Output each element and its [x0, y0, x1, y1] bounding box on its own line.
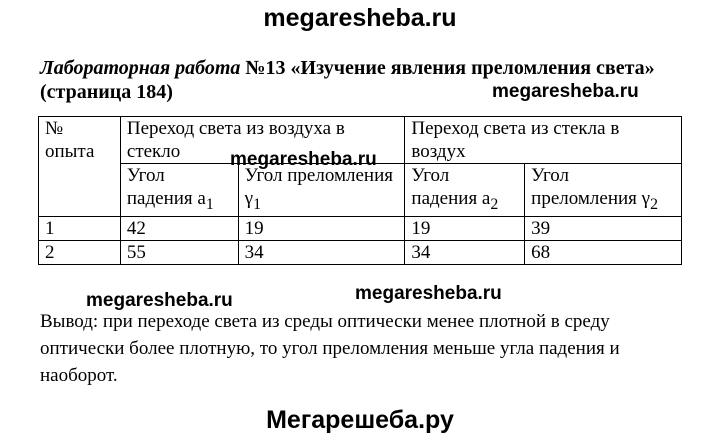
table-cell: 34 [405, 240, 525, 264]
subheader-refraction-2-sub: 2 [650, 195, 658, 213]
header-glass-to-air: Переход света из стекла в воздух [405, 117, 682, 164]
subheader-refraction-1-sub: 1 [253, 195, 261, 213]
subheader-refraction-1-text: Угол преломления γ [244, 165, 393, 209]
table-row [39, 240, 682, 264]
watermark-4: megaresheba.ru [355, 283, 502, 304]
table-cell: 39 [525, 216, 682, 240]
table-cell: 34 [238, 240, 405, 264]
table-cell: 55 [120, 240, 238, 264]
subheader-refraction-2-text: Угол преломления γ [531, 165, 651, 209]
watermark-top: megaresheba.ru [263, 4, 457, 32]
results-table [38, 116, 682, 265]
conclusion-text: Вывод: при переходе света из среды оптически менее плотной в среду оптически более плотную, то угол преломления меньше угла падения и наоборот. [40, 311, 620, 386]
watermark-bottom: Мегарешеба.ру [266, 406, 454, 434]
header-air-to-glass: Переход света из воздуха в стекло [120, 117, 405, 164]
watermark-3: megaresheba.ru [86, 290, 233, 311]
title-rest: №13 «Изучение явления преломления света» (страница 184) [40, 57, 655, 103]
table-cell: 42 [120, 216, 238, 240]
watermark-1: megaresheba.ru [492, 81, 639, 102]
subheader-refraction-2 [525, 164, 682, 217]
subheader-incidence-1-text: Угол падения a [126, 165, 206, 209]
table-row [39, 216, 682, 240]
header-experiment: № опыта [39, 117, 121, 217]
table-subheader-row [39, 164, 682, 217]
subheader-refraction-1 [238, 164, 405, 217]
title-italic: Лабораторная работа [40, 57, 241, 79]
table-cell: 68 [525, 240, 682, 264]
table-cell: 19 [405, 216, 525, 240]
table-cell: 2 [39, 240, 121, 264]
table-cell: 1 [39, 216, 121, 240]
subheader-incidence-2-sub: 2 [490, 195, 499, 213]
watermark-2: megaresheba.ru [230, 149, 377, 170]
subheader-incidence-1-sub: 1 [205, 195, 214, 213]
table-cell: 19 [238, 216, 405, 240]
subheader-incidence-1 [120, 164, 238, 217]
subheader-incidence-2-text: Угол падения a [411, 165, 491, 209]
subheader-incidence-2 [405, 164, 525, 217]
